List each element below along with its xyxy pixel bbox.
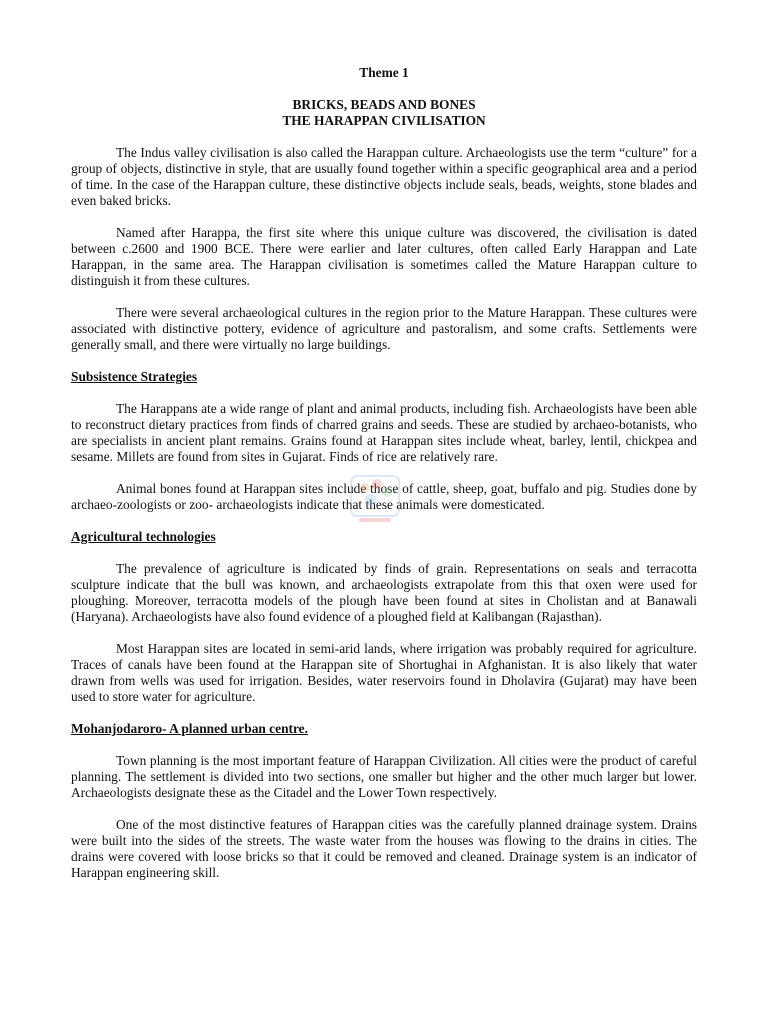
subsistence-heading: Subsistence Strategies <box>71 369 198 384</box>
agriculture-paragraph-2: Most Harappan sites are located in semi-arid lands, where irrigation was probably required for agriculture. Traces of canals have been found at the Harappan site of Shortughai in Afghanistan. It is also likely that water drawn from wells was used for irrigation. Besides, water reservoirs found in Dholavira (Gujarat) may have been used to store water for agriculture. <box>71 641 697 704</box>
document-page <box>71 65 697 897</box>
mohenjodaro-heading: Mohanjodaroro- A planned urban centre. <box>71 721 308 736</box>
theme-label: Theme 1 <box>359 65 409 80</box>
title-line-1: BRICKS, BEADS AND BONES <box>292 97 476 112</box>
intro-paragraph-1: The Indus valley civilisation is also called the Harappan culture. Archaeologists use the term “culture” for a group of objects, distinctive in style, that are usually found together within a specific geographical area and a period of time. In the case of the Harappan culture, these distinctive objects include seals, beads, weights, stone blades and even baked bricks. <box>71 145 697 208</box>
document-title <box>71 97 697 129</box>
intro-paragraph-2: Named after Harappa, the first site where this unique culture was discovered, the civilisation is dated between c.2600 and 1900 BCE. There were earlier and later cultures, often called Early Harappan and Late Harappan, in the same area. The Harappan civilisation is sometimes called the Mature Harappan culture to distinguish it from these cultures. <box>71 225 697 288</box>
agriculture-paragraph-1: The prevalence of agriculture is indicated by finds of grain. Representations on seals and terracotta sculpture indicate that the bull was known, and archaeologists extrapolate from this that oxen were used for ploughing. Moreover, terracotta models of the plough have been found at sites in Cholistan and at Banawali (Haryana). Archaeologists have also found evidence of a ploughed field at Kalibangan (Rajasthan). <box>71 561 697 624</box>
agriculture-heading: Agricultural technologies <box>71 529 216 544</box>
title-line-2: THE HARAPPAN CIVILISATION <box>282 113 486 128</box>
subsistence-paragraph-2: Animal bones found at Harappan sites include those of cattle, sheep, goat, buffalo and pig. Studies done by archaeo-zoologists or zoo- archaeologists indicate that these animals were domesticated. <box>71 481 697 512</box>
intro-paragraph-3: There were several archaeological cultures in the region prior to the Mature Harappan. These cultures were associated with distinctive pottery, evidence of agriculture and pastoralism, and some crafts. Settlements were generally small, and there were virtually no large buildings. <box>71 305 697 352</box>
mohenjodaro-paragraph-1: Town planning is the most important feature of Harappan Civilization. All cities were the product of careful planning. The settlement is divided into two sections, one smaller but higher and the other much larger but lower. Archaeologists designate these as the Citadel and the Lower Town respectively. <box>71 753 697 800</box>
mohenjodaro-paragraph-2: One of the most distinctive features of Harappan cities was the carefully planned drainage system. Drains were built into the sides of the streets. The waste water from the houses was flowing to the drains in cities. The drains were covered with loose bricks so that it could be removed and cleaned. Drainage system is an indicator of Harappan engineering skill. <box>71 817 697 880</box>
subsistence-paragraph-1: The Harappans ate a wide range of plant and animal products, including fish. Archaeologists have been able to reconstruct dietary practices from finds of charred grains and seeds. These are studied by archaeo-botanists, who are specialists in ancient plant remains. Grains found at Harappan sites include wheat, barley, lentil, chickpea and sesame. Millets are found from sites in Gujarat. Finds of rice are relatively rare. <box>71 401 697 464</box>
